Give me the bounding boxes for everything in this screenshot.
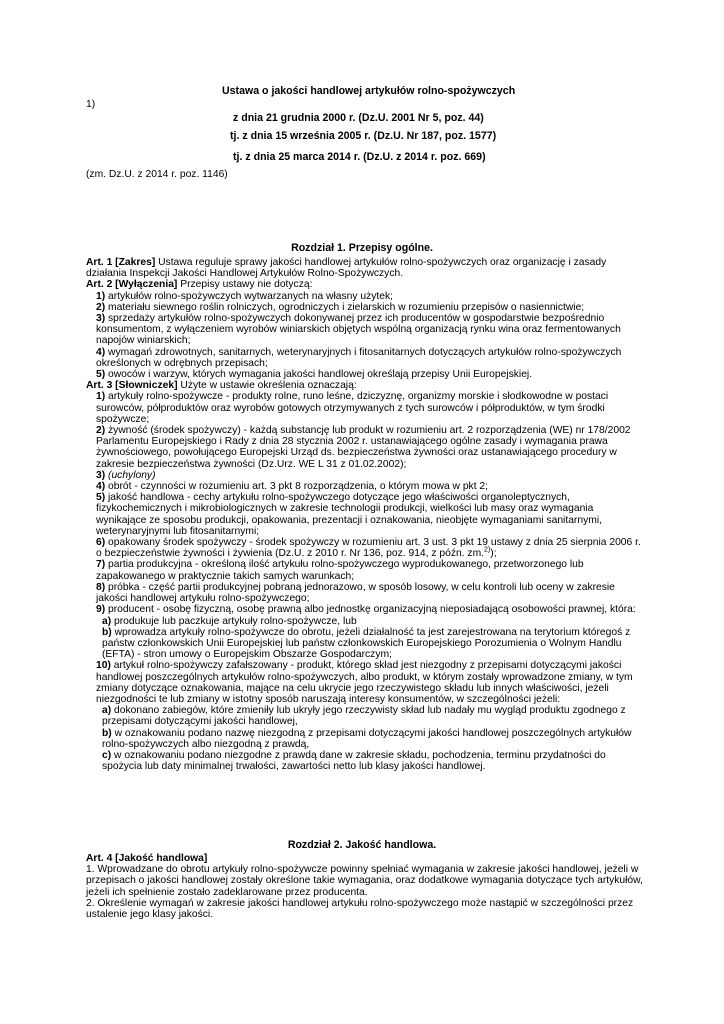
item-number: 4) [96,481,106,493]
item-number: 3) [96,313,106,325]
item-number: 9) [96,604,106,616]
article-2-item [86,347,646,369]
sub-item-letter: c) [102,749,112,761]
item-text: obrót - czynności w rozumieniu art. 3 pkt 8 rozporządzenia, o którym mowa w pkt 2; [105,481,489,493]
article-4-paragraph-1: 1. Wprowadzane do obrotu artykuły rolno-spożywcze powinny spełniać wymagania w zakresie jakości handlowej, jeżeli w przepisach o jakości handlowej zostały określone takie wymagania, oraz dodatkowe wymagania dotyczące tych artykułów, jeżeli ich spełnienie zostało zadeklarowane przez producenta. [86,864,643,898]
definition-item [86,582,646,604]
article-3 [86,380,646,391]
article-3-text: Użyte w ustawie określenia oznaczają: [177,380,357,392]
item-text: opakowany środek spożywczy - środek spożywczy w rozumieniu art. 3 ust. 3 pkt 19 ustawy z dnia 25 sierpnia 2006 r. o bezpieczeństwie żywności i żywienia (Dz.U. z 2010 r. Nr 136, poz. 914, z późn. zm. [96,537,641,560]
article-2-heading: Art. 2 [Wyłączenia] [86,279,178,291]
date-line-1: z dnia 21 grudnia 2000 r. (Dz.U. 2001 Nr 5, poz. 44) [233,112,484,124]
sub-item-text: w oznakowaniu podano niezgodne z prawdą dane w zakresie składu, pochodzenia, terminu przydatności do spożycia lub daty minimalnej trwałości, zawartości netto lub klasy jakości handlowej. [102,749,606,773]
item-text: partia produkcyjna - określoną ilość artykułu rolno-spożywczego wyprodukowanego, przetworzonego lub zapakowanego w praktycznie takich samych warunkach; [96,559,584,582]
sub-item [86,750,646,772]
definition-item [86,604,646,615]
article-4-paragraph-2: 2. Określenie wymagań w zakresie jakości handlowej artykułu rolno-spożywczego może nastąpić w szczególności przez ustalenie jego klasy jakości. [86,897,634,921]
item-number: 6) [96,537,106,549]
item-text: artykułów rolno-spożywczych wytwarzanych na własny użytek; [105,290,394,302]
chapter-2-body [86,853,646,920]
item-text: artykuł rolno-spożywczy zafałszowany - produkt, którego skład jest niezgodny z przepisami dotyczącymi jakości handlowej poszczególnych artykułów rolno-spożywczych, albo produkt, w którym zostały wprowadzone zmiany, w tym zmiany dotyczące oznakowania, mające na celu ukrycie jego rzeczywistego składu lub innych właściwości, jeżeli niezgodności te lub zmiany w istotny sposób naruszają interesy konsumentów, w szczególności jeżeli: [96,660,633,705]
sub-item-text: wprowadza artykuły rolno-spożywcze do obrotu, jeżeli działalność ta jest zarejestrowana na terytorium któregoś z państw członkowskich Unii Europejskiej lub państw członkowskich Europejskiego Porozumienia o Wolnym Handlu (EFTA) - stron umowy o Europejskim Obszarze Gospodarczym; [102,626,631,661]
item-number: 5) [96,492,106,504]
item-number: 5) [96,369,106,381]
item-number: 10) [96,660,111,672]
item-text-end: ); [490,548,497,560]
sub-item-text: dokonano zabiegów, które zmieniły lub ukryły jego rzeczywisty skład lub nadały mu wygląd produktu zgodnego z przepisami dotyczącymi jakości handlowej, [102,705,626,728]
footnote-ref: 2) [484,546,491,554]
article-2-item [86,313,646,347]
item-number: 2) [96,425,106,437]
item-text: wymagań zdrowotnych, sanitarnych, weterynaryjnych i fitosanitarnych dotyczących artykułów rolno-spożywczych określonych w odrębnych przepisach; [96,346,622,369]
sub-item [86,705,646,727]
definition-item [86,425,646,470]
definition-item [86,660,646,705]
definition-item [86,470,646,481]
article-2 [86,279,646,290]
item-number: 7) [96,559,106,571]
article-3-heading: Art. 3 [Słowniczek] [86,380,178,392]
item-number: 1) [96,391,106,403]
item-text: owoców i warzyw, których wymagania jakości handlowej określają przepisy Unii Europejskiej. [105,369,533,381]
sub-item-text: produkuje lub paczkuje artykuły rolno-spożywcze, lub [111,615,357,627]
definition-item [86,492,646,537]
sub-item-letter: a) [102,705,112,717]
item-number: 4) [96,346,106,358]
article-2-item [86,291,646,302]
article-1-text: Ustawa reguluje sprawy jakości handlowej artykułów rolno-spożywczych oraz organizację i zasady działania Inspekcji Jakości Handlowej Artykułów Rolno-Spożywczych. [86,257,607,280]
chapter-2-title: Rozdział 2. Jakość handlowa. [287,839,437,851]
document-title: Ustawa o jakości handlowej artykułów rolno-spożywczych [222,85,516,97]
sub-item [86,616,646,627]
item-number: 2) [96,301,106,313]
definition-item [86,537,646,559]
date-line-2: tj. z dnia 15 września 2005 r. (Dz.U. Nr 187, poz. 1577) [230,130,497,142]
date-line-3: tj. z dnia 25 marca 2014 r. (Dz.U. z 2014 r. poz. 669) [233,151,486,163]
article-2-item [86,302,646,313]
item-text: sprzedaży artykułów rolno-spożywczych dokonywanej przez ich producentów w gospodarstwie bezpośrednio konsumentom, z wyłączeniem wyrobów winiarskich objętych wspólną organizacją rynku wina oraz fermentowanych napojów winiarskich; [96,313,621,347]
article-1-heading: Art. 1 [Zakres] [86,257,156,268]
article-2-item [86,369,646,380]
sub-item [86,728,646,750]
item-text: producent - osobę fizyczną, osobę prawną albo jednostkę organizacyjną nieposiadającą osobowości prawnej, która: [105,604,636,616]
amendment-note: (zm. Dz.U. z 2014 r. poz. 1146) [86,169,228,180]
chapter-1-title: Rozdział 1. Przepisy ogólne. [291,242,433,254]
footnote-mark: 1) [86,99,96,110]
item-text: (uchylony) [105,469,156,481]
item-text: materiału siewnego roślin rolniczych, ogrodniczych i zielarskich w rozumieniu przepisów o nasiennictwie; [105,301,585,313]
sub-item-letter: b) [102,727,112,739]
item-number: 3) [96,469,106,481]
definition-item [86,391,646,425]
sub-item [86,627,646,661]
sub-item-text: w oznakowaniu podano nazwę niezgodną z przepisami dotyczącymi jakości handlowej poszczególnych artykułów rolno-spożywczych albo niezgodną z prawdą, [102,727,632,750]
definition-item [86,559,646,581]
item-text: próbka - część partii produkcyjnej pobraną jednorazowo, w sposób losowy, w celu kontroli lub oceny w zakresie jakości handlowej artykułu rolno-spożywczego; [96,581,615,605]
article-2-text: Przepisy ustawy nie dotyczą: [177,279,313,291]
article-4-heading: Art. 4 [Jakość handlowa] [86,853,208,864]
item-text: jakość handlowa - cechy artykułu rolno-spożywczego dotyczące jego właściwości organoleptycznych, fizykochemicznych i mikrobiologicznych w zakresie technologii produkcji, wielkości lub masy oraz wymagania wynikające ze sposobu produkcji, opakowania, prezentacji i oznakowania, nieobjęte wymaganiami sanitarnymi, weterynaryjnymi lub fitosanitarnymi; [96,492,602,537]
item-number: 1) [96,290,106,302]
article-1 [86,257,646,279]
item-number: 8) [96,581,106,593]
definition-item [86,481,646,492]
sub-item-letter: a) [102,615,112,627]
item-text: artykuły rolno-spożywcze - produkty rolne, runo leśne, dziczyznę, organizmy morskie i słodkowodne w postaci surowców, półproduktów oraz wyrobów gotowych otrzymywanych z tych surowców i półproduktów, w tym środki spożywcze; [96,391,609,425]
item-text: żywność (środek spożywczy) - każdą substancję lub produkt w rozumieniu art. 2 rozporządzenia (WE) nr 178/2002 Parlamentu Europejskiego i Rady z dnia 28 stycznia 2002 r. ustanawiającego ogólne zasady i wymagania prawa żywnościowego, powołującego Europejski Urząd ds. bezpieczeństwa żywności oraz ustanawiającego procedury w zakresie bezpieczeństwa żywności (Dz.Urz. WE L 31 z 01.02.2002); [96,425,631,470]
sub-item-letter: b) [102,626,112,638]
chapter-1-body [86,257,646,772]
